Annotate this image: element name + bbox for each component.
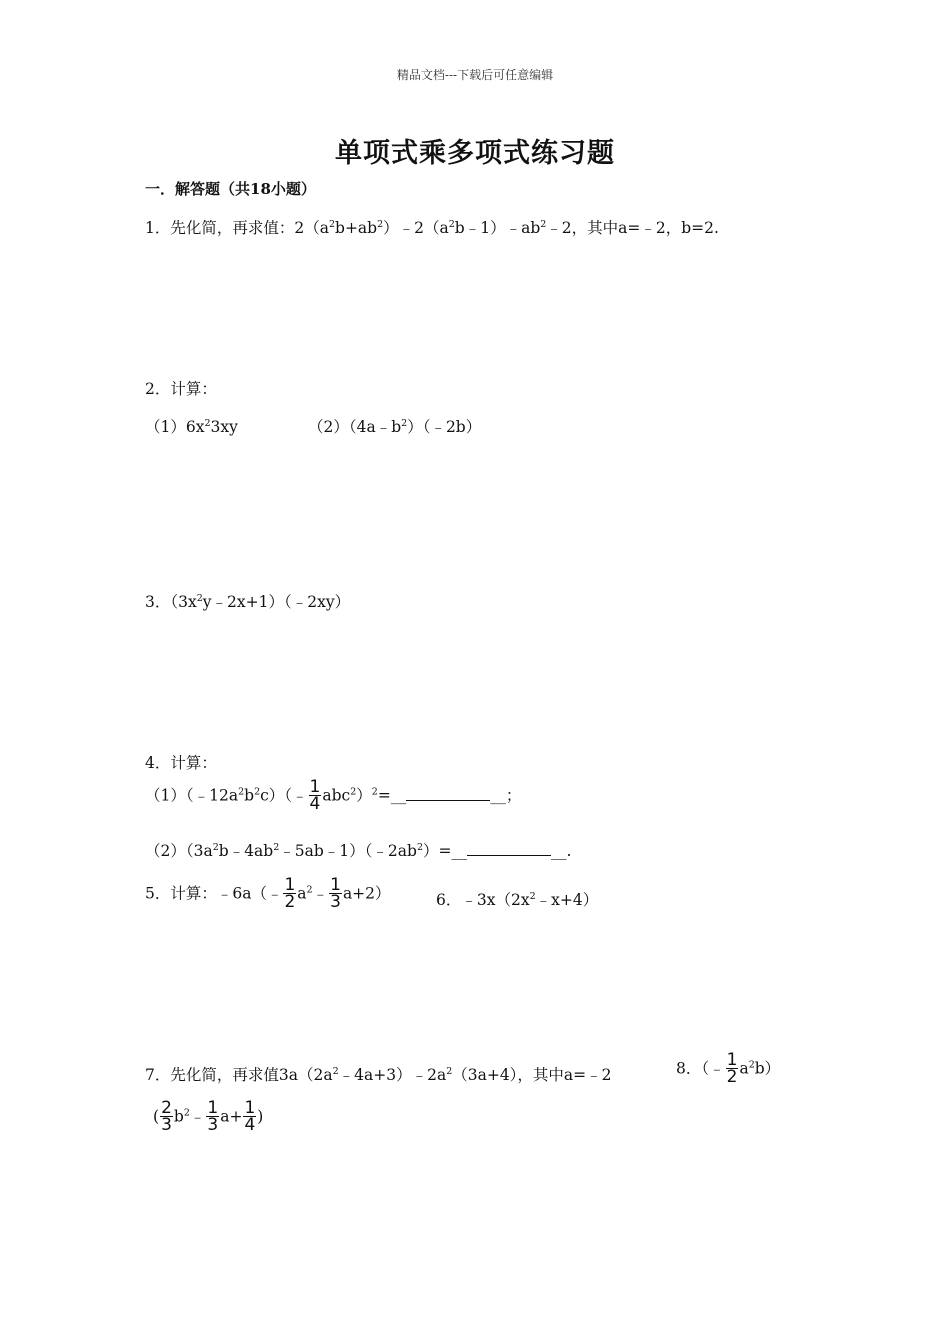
q1-text: b﹣1）﹣ab [454, 219, 541, 237]
superscript: 2 [238, 786, 245, 798]
q8-text: ) [257, 1107, 264, 1126]
q5-text: 5．计算：﹣6a（﹣ [145, 884, 283, 903]
q7-text: （3a+4），其中a=﹣2 [452, 1066, 612, 1084]
superscript: 2 [273, 842, 280, 853]
fraction-numerator: 1 [207, 1098, 219, 1118]
superscript: 2 [371, 786, 378, 798]
question-6 [436, 888, 598, 910]
question-4-part-2 [145, 839, 571, 861]
q8-text: b） [754, 1059, 781, 1078]
q4-p1-text: （1）（﹣12a [145, 786, 239, 805]
q1-text: ﹣2，其中a=﹣2，b=2. [546, 219, 719, 237]
fraction-numerator: 1 [244, 1098, 256, 1118]
fraction [283, 877, 296, 910]
question-5 [145, 875, 391, 912]
q7-text: 7．先化简，再求值3a（2a [145, 1066, 333, 1084]
fraction-denominator: 2 [726, 1067, 738, 1087]
superscript: 2 [254, 786, 261, 798]
superscript: 2 [183, 1107, 190, 1119]
fraction-numerator: 1 [726, 1050, 738, 1070]
q8-text: a+ [220, 1107, 243, 1126]
q4-p2-text: （2）（3a [145, 842, 213, 860]
question-4-part-1 [145, 777, 522, 814]
fraction-denominator: 3 [161, 1115, 172, 1135]
question-2-part-1 [145, 415, 238, 437]
q4-p1-text: __； [490, 786, 522, 805]
q8-text: 8．（﹣ [676, 1059, 725, 1078]
q8-text: ( [153, 1107, 160, 1126]
q4-p1-text: abc [322, 786, 351, 805]
page-header: 精品文档---下载后可任意编辑 [396, 68, 554, 82]
section-heading: 一．解答题（共18小题） [145, 180, 316, 198]
q1-text: b+ab [335, 219, 378, 237]
q3-text: y﹣2x+1）（﹣2xy） [202, 593, 351, 611]
question-2-part-2 [308, 415, 481, 437]
q5-text: a [297, 884, 307, 903]
fraction [160, 1100, 173, 1133]
question-1 [145, 216, 719, 238]
superscript: 2 [446, 1066, 453, 1077]
q1-text: ）﹣2（a [383, 219, 449, 237]
superscript: 2 [204, 418, 211, 429]
q4-p2-text: b﹣4ab [218, 842, 274, 860]
fraction-numerator: 1 [309, 777, 321, 797]
superscript: 2 [196, 593, 203, 604]
superscript: 2 [377, 219, 384, 230]
fraction-numerator: 1 [284, 875, 296, 895]
q2-p2-text: （2）（4a﹣b [308, 418, 402, 436]
q2-p1-text: （1）6x [145, 418, 205, 436]
superscript: 2 [332, 1066, 339, 1077]
fraction-denominator: 4 [244, 1115, 256, 1135]
fraction-denominator: 4 [309, 794, 321, 814]
fraction [329, 877, 342, 910]
question-8-line-2 [153, 1098, 264, 1135]
superscript: 2 [350, 786, 357, 798]
page-title: 单项式乘多项式练习题 [335, 138, 615, 169]
fraction [309, 779, 322, 812]
question-2-label: 2．计算： [145, 380, 217, 398]
q8-text: ﹣ [189, 1107, 206, 1126]
question-8-line-1 [676, 1050, 781, 1087]
fraction [726, 1052, 739, 1085]
q4-p2-text: ）=__ [422, 842, 467, 860]
question-7 [145, 1063, 612, 1085]
q4-p2-text: __. [550, 842, 572, 860]
q8-text: b [173, 1107, 184, 1126]
q2-p2-text: ）（﹣2b） [407, 418, 482, 436]
fraction-numerator: 2 [161, 1098, 172, 1118]
question-4-label: 4．计算： [145, 754, 217, 772]
q4-p2-text: ﹣5ab﹣1）（﹣2ab [279, 842, 417, 860]
q6-text: 6．﹣3x（2x [436, 891, 530, 909]
superscript: 2 [328, 219, 336, 230]
q5-text: a+2） [342, 884, 391, 903]
superscript: 2 [401, 418, 408, 429]
q4-p1-text: =__ [377, 786, 407, 805]
superscript: 2 [748, 1059, 755, 1071]
q3-text: 3．（3x [145, 593, 197, 611]
fraction [206, 1100, 219, 1133]
q6-text: ﹣x+4） [535, 891, 599, 909]
superscript: 2 [448, 219, 455, 230]
q4-p1-text: b [244, 786, 255, 805]
fraction-denominator: 2 [284, 892, 296, 912]
superscript: 2 [306, 884, 313, 896]
superscript: 2 [416, 842, 423, 853]
fraction [243, 1100, 256, 1133]
answer-blank[interactable] [467, 855, 551, 856]
superscript: 2 [540, 219, 547, 230]
q8-text: a [739, 1059, 749, 1078]
q5-text: ﹣ [312, 884, 329, 903]
fraction-numerator: 1 [330, 875, 341, 895]
superscript: 2 [212, 842, 219, 853]
q1-text: 1．先化简，再求值：2（a [145, 219, 329, 237]
q7-text: ﹣4a+3）﹣2a [338, 1066, 447, 1084]
fraction-denominator: 3 [207, 1115, 219, 1135]
q4-p1-text: c）（﹣ [260, 786, 308, 805]
answer-blank[interactable] [406, 800, 490, 801]
question-3 [145, 590, 350, 612]
superscript: 2 [529, 891, 536, 902]
fraction-denominator: 3 [330, 892, 341, 912]
q4-p1-text: ） [356, 786, 372, 805]
q2-p1-text: 3xy [210, 418, 238, 436]
